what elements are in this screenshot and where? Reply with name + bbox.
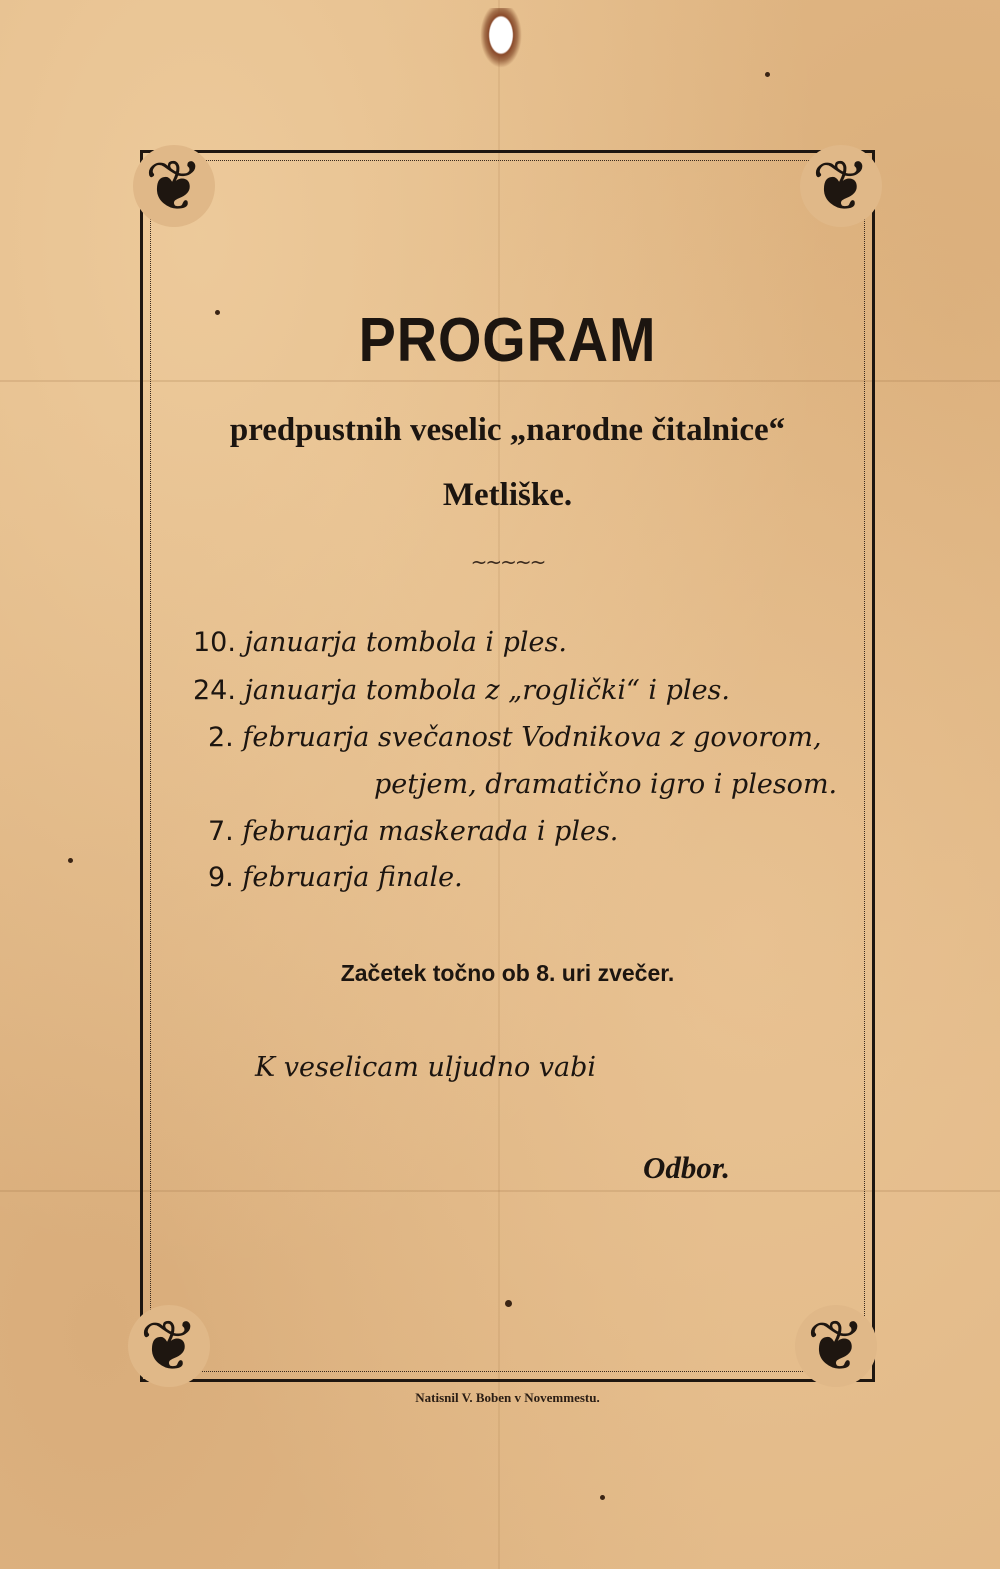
- divider-ornament: ~~~~~: [470, 550, 545, 574]
- start-time-notice: Začetek točno ob 8. uri zvečer.: [340, 960, 675, 986]
- torn-hole: [480, 8, 522, 68]
- poster-subtitle-city: Metliške.: [442, 477, 573, 513]
- program-item-text: februarja maskerada i ples.: [242, 816, 619, 847]
- ink-spot: [765, 72, 770, 77]
- printer-imprint: Natisnil V. Boben v Novemmestu.: [415, 1390, 600, 1405]
- program-item: [193, 675, 730, 706]
- program-item: [208, 862, 463, 893]
- program-item-date: 9.: [208, 862, 234, 893]
- committee-signature: Odbor.: [643, 1150, 730, 1185]
- program-item-text: januarja tombola z „roglički“ i ples.: [244, 675, 730, 706]
- program-item-date: 2.: [208, 722, 234, 753]
- program-item: [208, 816, 618, 847]
- corner-ornament-icon: ❦: [133, 145, 215, 227]
- program-item-date: 10.: [193, 627, 236, 658]
- poster-title: PROGRAM: [358, 306, 657, 375]
- ink-spot: [600, 1495, 605, 1500]
- program-item-text: februarja svečanost Vodnikova z govorom,: [242, 722, 822, 753]
- corner-ornament-icon: ❦: [128, 1305, 210, 1387]
- program-item: [193, 627, 567, 658]
- corner-ornament-icon: ❦: [795, 1305, 877, 1387]
- ink-spot: [68, 858, 73, 863]
- program-item-date: 7.: [208, 816, 234, 847]
- program-item-continuation: petjem, dramatično igro i plesom.: [374, 769, 838, 800]
- program-item-text: januarja tombola i ples.: [244, 627, 567, 658]
- program-item: [208, 722, 822, 753]
- corner-ornament-icon: ❦: [800, 145, 882, 227]
- poster-subtitle: predpustnih veselic „narodne čitalnice“: [229, 412, 786, 448]
- program-item-date: 24.: [193, 675, 236, 706]
- invitation-line: K veselicam uljudno vabi: [255, 1052, 597, 1083]
- program-item-text: februarja finale.: [242, 862, 463, 893]
